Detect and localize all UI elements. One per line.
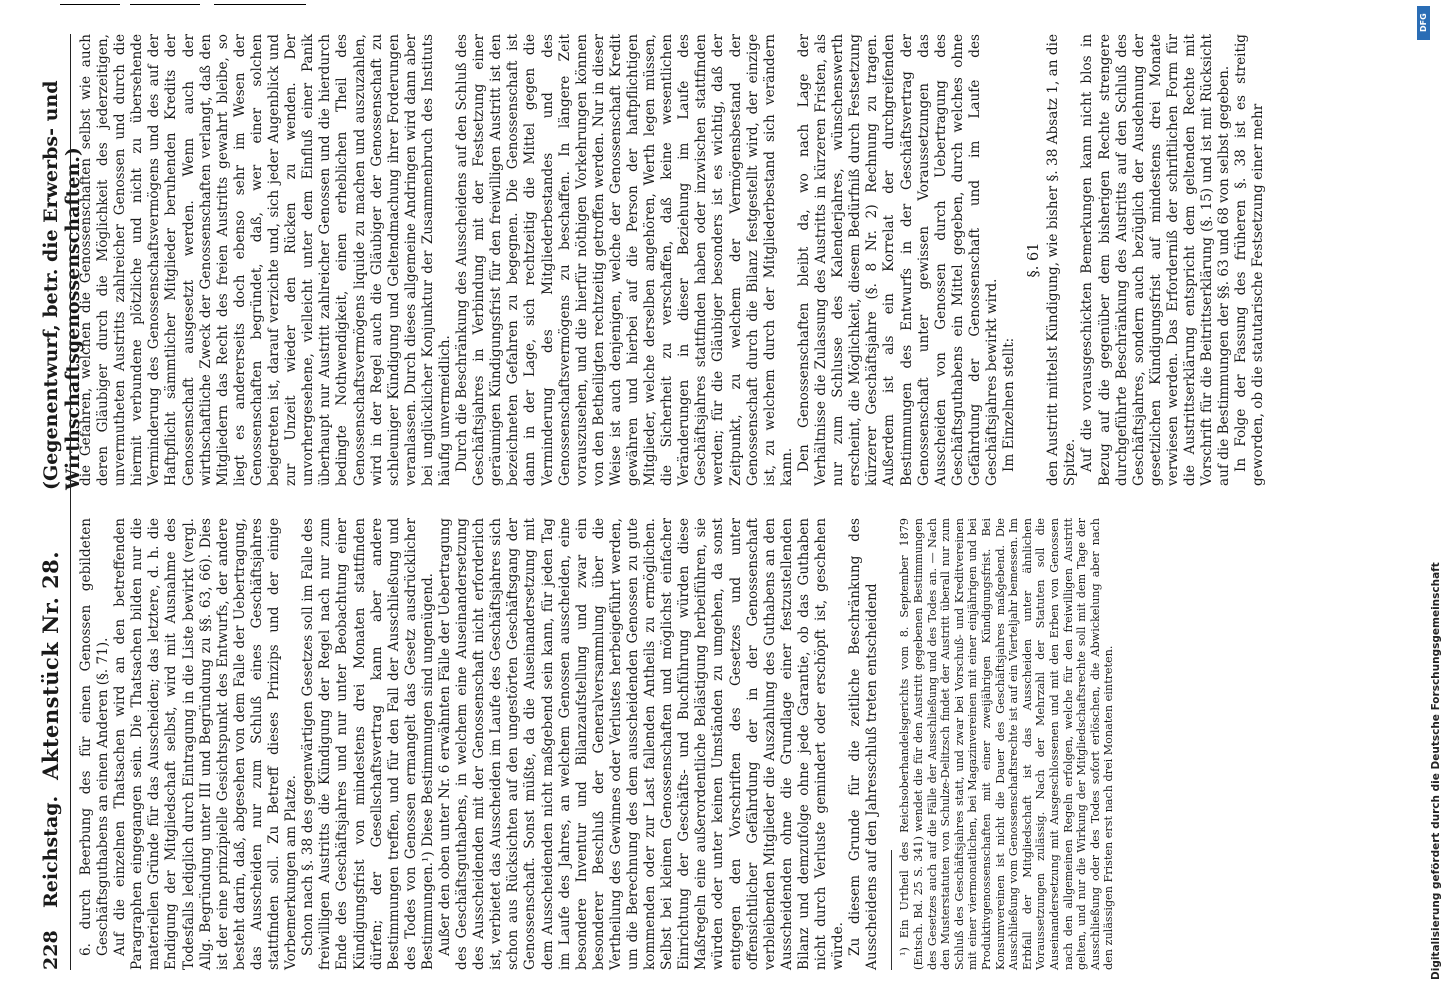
- page-number: 228: [40, 930, 62, 970]
- list-item-6: 6. durch Beerbung des für einen Genossen gebildeten Geschäftsguthabens an einen Anderen (§. 71).: [78, 518, 112, 956]
- funding-note: Digitalisierung gefördert durch die Deutsche Forschungsgemeinschaft: [1430, 562, 1442, 980]
- aktenstueck-title: Aktenstück Nr. 28.: [38, 550, 63, 780]
- paragraph: Schon nach §. 38 des gegenwärtigen Gesetzes soll im Falle des freiwilligen Austritts die Kündigung der Regel nach nur zum Ende des Geschäftsjahres und nur unter Beobachtung einer Kündigungsfrist von mindestens drei Monaten stattfinden dürfen; der Gesellschaftsvertrag kann aber andere Bestimmungen treffen, und für den Fall der Ausschließung und des Todes von Genossen ermangelt das Gesetz ausdrücklicher Bestimmungen.¹) Diese Bestimmungen sind ungenügend.: [300, 518, 436, 970]
- paragraph: Durch die Beschränkung des Ausscheidens auf den Schluß des Geschäftsjahres in Verbindung mit der Festsetzung einer geräumigen Kündigungsfrist für den freiwilligen Austritt ist den bezeichneten Gefahren zu begegnen. Die Genossenschaft ist dann in der Lage, sich rechtzeitig die Mittel gegen die Verminderung des Mitgliederbestandes und des Genossenschaftsvermögens zu beschaffen. In längere Zeit vorauszusehen, und die hierfür nöthigen Vorkehrungen können von den Betheiligten rechtzeitig getroffen werden. Nur in dieser Weise ist auch denjenigen, welche der Genossenschaft Kredit gewähren und hierbei auf die Person der haftpflichtigen Mitglieder, welche derselben angehören, Werth legen müssen, die Sicherheit zu verschaffen, daß keine wesentlichen Veränderungen in dieser Beziehung im Laufe des Geschäftsjahres stattfinden haben oder inzwischen stattfinden werden; für die Gläubiger besonders ist es wichtig, daß der Zeitpunkt, zu welchem der Vermögensbestand der Genossenschaft durch die Bilanz festgestellt wird, der einzige ist, zu welchem durch der Mitgliederbestand sich verändern kann.: [454, 34, 795, 486]
- section-heading: §. 61: [1026, 242, 1043, 278]
- paragraph: den Austritt mittelst Kündigung, wie bisher §. 38 Absatz 1, an die Spitze.: [1045, 34, 1079, 486]
- left-column: [78, 518, 1116, 970]
- page-header: [38, 34, 84, 970]
- header-rule: [70, 34, 71, 970]
- paragraph: In Folge der Fassung des früheren §. 38 ist es streitig geworden, ob die statutarische Festsetzung einer mehr: [1233, 34, 1267, 486]
- footnote: ¹) Ein Urtheil des Reichsoberhandelsgerichts vom 8. September 1879 (Entsch. Bd. 25 S. 341) wendet die für den Austritt gegebenen Bestimmungen des Gesetzes auch auf die Fälle der Ausschließung und des Todes an. — Nach den Musterstatuten von Schulze-Delitzsch findet der Austritt überall nur zum Schluß des Geschäftsjahres statt, und zwar bei Vorschuß- und Kreditvereinen mit einer viermonatlichen, bei Magazinvereinen mit einer einjährigen und bei Produktivgenossenschaften mit einer zweijährigen Kündigungsfrist. Bei Konsumvereinen ist nicht die Dauer des Geschäftsjahres maßgebend. Die Ausschließung vom Genossenschaftsrechte ist auf ein Vierteljahr bemessen. Im Erbfall der Mitgliedschaft ist das Ausscheiden unter ähnlichen Voraussetzungen zulässig. Nach der Mehrzahl der Statuten soll die Auseinandersetzung mit Ausgeschlossenen und mit den Erben von Genossen nach den allgemeinen Regeln erfolgen, welche für den freiwilligen Austritt gelten, und nur die Wirkung der Mitgliedschaftsrechte soll mit dem Tage der Ausschließung oder des Todes sofort erlöschen, die Abwickelung aber nach den zulässigen Fristen erst nach drei Monaten eintreten.: [898, 518, 1116, 970]
- dfg-logo-icon: DFG: [1417, 6, 1430, 40]
- scan-artifact: [214, 4, 306, 5]
- paragraph: Auf die vorausgeschickten Bemerkungen kann nicht blos in Bezug auf die gegenüber dem bisherigen Rechte strengere durchgeführte Beschränkung des Austritts auf den Schluß des Geschäftsjahres, sondern auch bezüglich der Ausdehnung der gesetzlichen Kündigungsfrist auf mindestens drei Monate verwiesen werden. Das Erforderniß der schriftlichen Form für die Austrittserklärung entspricht dem geltenden Rechte mit Vorschrift für die Beitrittserklärung (§. 15) und ist mit Rücksicht auf die Bestimmungen der §§. 63 und 68 von selbst gegeben.: [1079, 34, 1233, 486]
- paragraph: Im Einzelnen stellt:: [1001, 337, 1018, 472]
- scanned-page: [16, 0, 1416, 1000]
- digitization-sidebar: [1412, 0, 1442, 1000]
- paragraph: Zu diesem Grunde für die zeitliche Beschränkung des Ausscheidens auf den Jahresschluß treten entscheidend: [847, 518, 881, 970]
- paragraph: die Gefahren, welchen die Genossenschaften selbst wie auch deren Gläubiger durch die Möglichkeit des jederzeitigen, unvermutheten Austritts zahlreicher Genossen und durch die hiermit verbundene plötzliche und nicht zu übersehende Verminderung des Genossenschaftsvermögens und des auf der Haftpflicht sämmtlicher Mitglieder beruhenden Kredits der Genossenschaft ausgesetzt werden. Wenn auch der wirthschaftliche Zweck der Genossenschaften verlangt, daß den Mitgliedern das Recht des freien Austritts gewahrt bleibe, so liegt es andererseits doch ebenso sehr im Wesen der Genossenschaften begründet, daß, wer einer solchen beigetreten ist, darauf verzichte und, sich jeder Augenblick und zur Unzeit wieder den Rücken zu wenden. Der unvorhergesehene, vielleicht unter dem Einfluß einer Panik überhaupt nur Austritt zahlreicher Genossen und die hierdurch bedingte Nothwendigkeit, einen erheblichen Theil des Genossenschaftsvermögens liquide zu machen und auszuzahlen, wird in der Regel auch die Gläubiger der Genossenschaft zu schleuniger Kündigung und Geltendmachung ihrer Forderungen veranlassen. Durch dieses allgemeine Andringen wird dann aber bei unglücklicher Konjunktur der Zusammenbruch des Instituts häufig unvermeidlich.: [78, 34, 453, 486]
- scan-artifact: [60, 4, 120, 5]
- right-column: [78, 34, 1267, 486]
- reichstag-label: Reichstag.: [40, 795, 62, 908]
- paragraph: Außer den oben unter Nr. 6 erwähnten Fälle der Uebertragung des Geschäftsguthabens, in welchem eine Auseinandersetzung des Ausscheidenden mit der Genossenschaft nicht erforderlich ist, verbietet das Ausscheiden im Laufe des Geschäftsjahres sich schon aus Rücksichten auf den ungestörten Geschäftsgang der Genossenschaft. Sonst müßte, da die Auseinandersetzung mit dem Ausscheidenden nicht maßgebend sein kann, für jeden Tag im Laufe des Jahres, an welchem Genossen ausscheiden, eine besondere Inventur und Bilanzaufstellung und zwar ein besonderer Beschluß der Generalversammlung über die Vertheilung des Gewinnes oder Verlustes herbeigeführt werden, um die Berechnung des dem ausscheidenden Genossen zu gute kommenden oder zur Last fallenden Antheils zu ermöglichen. Selbst bei kleinen Genossenschaften und möglichst einfacher Einrichtung der Geschäfts- und Buchführung würden diese Maßregeln eine außerordentliche Belästigung herbeiführen, sie würden oder unter keinen Umständen zu umgehen, da sonst entgegen den Vorschriften des Gesetzes und unter offensichtlicher Gefährdung der in der Genossenschaft verbleibenden Mitglieder die Auszahlung des Guthabens an den Ausscheidenden ohne die Grundlage einer festzustellenden Bilanz und demzufolge ohne jede Garantie, ob das Guthaben nicht durch Verluste gemindert oder erschöpft ist, geschehen würde.: [436, 518, 847, 970]
- paragraph: Den Genossenschaften bleibt da, wo nach Lage der Verhältnisse die Zulassung des Austritts in kürzeren Fristen, als nur zum Schlusse des Kalenderjahres, wünschenswerth erscheint, die Möglichkeit, diesem Bedürfniß durch Festsetzung kürzerer Geschäftsjahre (§. 8 Nr. 2) Rechnung zu tragen. Außerdem ist als ein Korrelat der durchgreifenden Bestimmungen des Entwurfs in der Geschäftsvertrag der Genossenschaft unter gewissen Voraussetzungen das Ausscheiden von Genossen durch Uebertragung des Geschäftsguthabens ein Mittel gegeben, durch welches ohne Gefährdung der Genossenschaft und im Laufe des Geschäftsjahres bewirkt wird.: [795, 34, 1000, 486]
- scan-artifact: [130, 4, 200, 5]
- header-subtitle: (Gegenentwurf, betr. die Erwerbs- und Wirthschaftsgenossenschaften.): [40, 80, 84, 490]
- paragraph: Auf die einzelnen Thatsachen wird an den betreffenden Paragraphen eingegangen sein. Die Thatsachen bilden nur die materiellen Gründe für das Ausscheiden; das letztere, d. h. die Endigung der Mitgliedschaft selbst, wird mit Ausnahme des Todesfalls lediglich durch Eintragung in die Liste bewirkt (vergl. Allg. Begründung unter III und Begründung zu §§. 63, 66). Dies ist der eine prinzipielle Gesichtspunkt des Entwurfs, der andere besteht darin, daß, abgesehen von dem Falle der Uebertragung, das Ausscheiden nur zum Schluß eines Geschäftsjahres stattfinden soll. Zu Betreff dieses Prinzips und der einige Vorbemerkungen am Platze.: [112, 518, 300, 970]
- footnote-rule: [891, 850, 892, 970]
